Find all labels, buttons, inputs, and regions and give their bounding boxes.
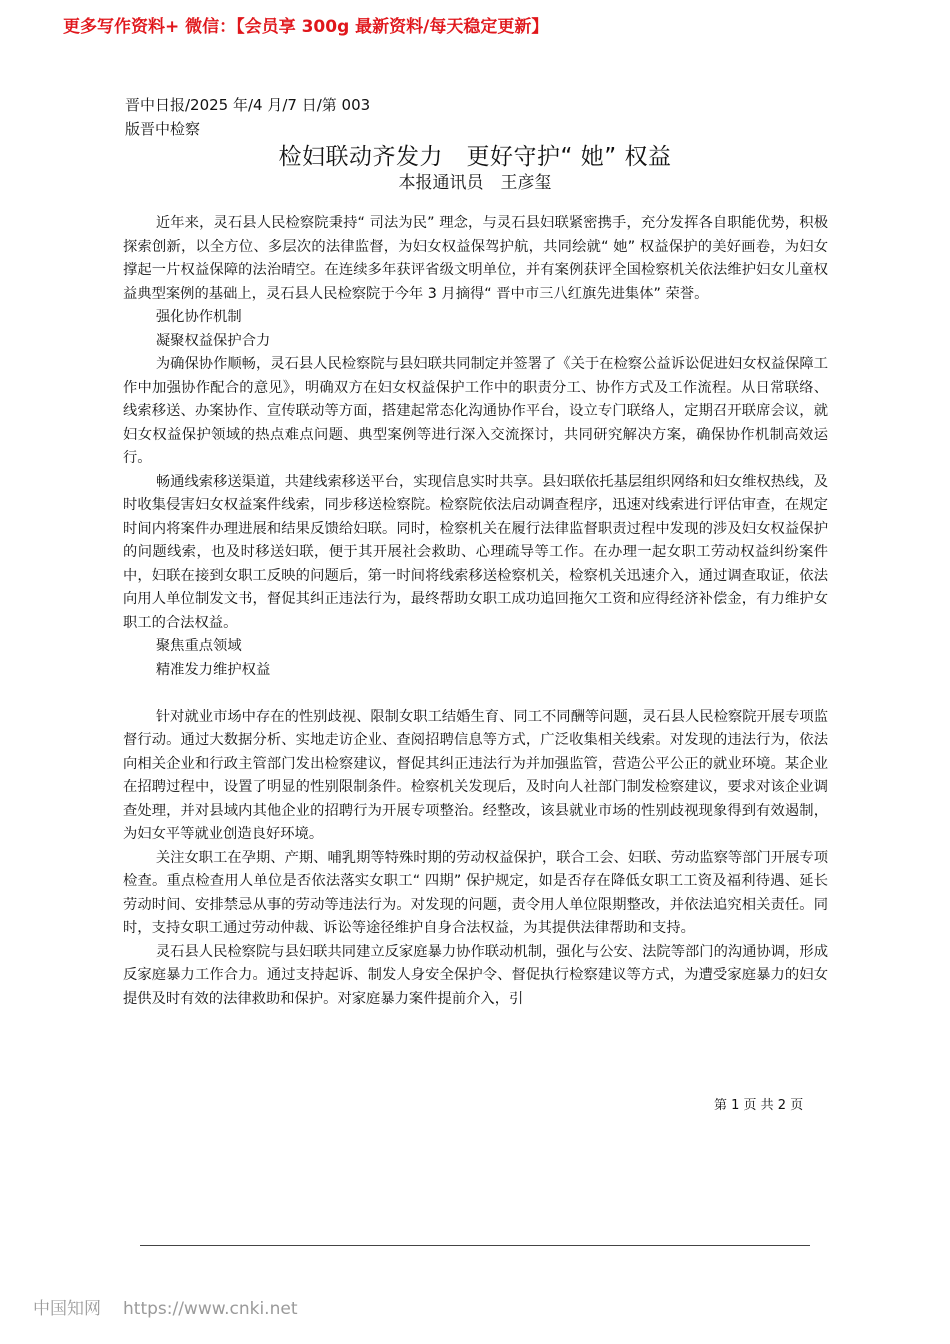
subheading: 聚焦重点领域: [155, 638, 242, 654]
subheading: 强化协作机制: [155, 309, 242, 325]
footer-url: https://www.cnki.net: [123, 1299, 298, 1319]
paragraph: 畅通线索移送渠道，共建线索移送平台，实现信息实时共享。县妇联依托基层组织网络和妇女维权热线，及时收集侵害妇女权益案件线索，同步移送检察院。检察院依法启动调查程序，迅速对线索进行评估审查，在规定时间内将案件办理进展和结果反馈给妇联。同时，检察机关在履行法律监督职责过程中发现的涉及妇女权益保护的问题线索，也及时移送妇联，便于其开展社会救助、心理疏导等工作。在办理一起女职工劳动权益纠纷案件中，妇联在接到女职工反映的问题后，第一时间将线索移送检察机关，检察机关迅速介入，通过调查取证，依法向用人单位制发文书，督促其纠正违法行为，最终帮助女职工成功追回拖欠工资和应得经济补偿金，有力维护女职工的合法权益。: [123, 473, 828, 631]
source-line-1: 晋中日报/2025 年/4 月/7 日/第 003: [125, 96, 371, 114]
article-title: 检妇联动齐发力 更好守护“ 她” 权益: [278, 144, 672, 170]
paragraph: 关注女职工在孕期、产期、哺乳期等特殊时期的劳动权益保护，联合工会、妇联、劳动监察等部门开展专项检查。重点检查用人单位是否依法落实女职工“ 四期” 保护规定，如是否存在降低女职工工资及福利待遇、延长劳动时间、安排禁忌从事的劳动等违法行为。对发现的问题，责令用人单位限期整改，并依法追究相关责任。同时，支持女职工通过劳动仲裁、诉讼等途径维护自身合法权益，为其提供法律帮助和支持。: [123, 849, 828, 936]
article-body: [123, 212, 828, 1011]
spacer: [123, 682, 828, 706]
footer-brand: 中国知网: [33, 1299, 101, 1319]
paragraph: 为确保协作顺畅，灵石县人民检察院与县妇联共同制定并签署了《关于在检察公益诉讼促进妇女权益保障工作中加强协作配合的意见》，明确双方在妇女权益保护工作中的职责分工、协作方式及工作流程。从日常联络、线索移送、办案协作、宣传联动等方面，搭建起常态化沟通协作平台，设立专门联络人，定期召开联席会议，就妇女权益保护领域的热点难点问题、典型案例等进行深入交流探讨，共同研究解决方案，确保协作机制高效运行。: [123, 356, 828, 466]
source-info: [125, 93, 370, 141]
paragraph: 近年来，灵石县人民检察院秉持“ 司法为民” 理念，与灵石县妇联紧密携手，充分发挥各自职能优势，积极探索创新，以全方位、多层次的法律监督，为妇女权益保驾护航，共同绘就“ 她” 权益保护的美好画卷，为妇女撑起一片权益保障的法治晴空。在连续多年获评省级文明单位，并有案例获评全国检察机关依法维护妇女儿童权益典型案例的基础上，灵石县人民检察院于今年 3 月摘得“ 晋中市三八红旗先进集体” 荣誉。: [123, 215, 828, 302]
source-line-2: 版晋中检察: [125, 120, 201, 138]
article-byline: 本报通讯员 王彦玺: [398, 173, 552, 193]
subheading: 凝聚权益保护合力: [155, 332, 271, 349]
subheading: 精准发力维护权益: [155, 661, 271, 678]
footer-divider: [140, 1245, 810, 1246]
promo-banner: 更多写作资料+ 微信：【会员享 300g 最新资料/每天稳定更新】: [63, 17, 549, 37]
page-number: 第 1 页 共 2 页: [714, 1098, 804, 1113]
paragraph: 灵石县人民检察院与县妇联共同建立反家庭暴力协作联动机制，强化与公安、法院等部门的沟通协调，形成反家庭暴力工作合力。通过支持起诉、制发人身安全保护令、督促执行检察建议等方式，为遭受家庭暴力的妇女提供及时有效的法律救助和保护。对家庭暴力案件提前介入，引: [123, 943, 828, 1007]
footer-watermark: [33, 1294, 319, 1319]
paragraph: 针对就业市场中存在的性别歧视、限制女职工结婚生育、同工不同酬等问题，灵石县人民检察院开展专项监督行动。通过大数据分析、实地走访企业、查阅招聘信息等方式，广泛收集相关线索。对发现的违法行为，依法向相关企业和行政主管部门发出检察建议，督促其纠正违法行为并加强监管，营造公平公正的就业环境。某企业在招聘过程中，设置了明显的性别限制条件。检察机关发现后，及时向人社部门制发检察建议，要求对该企业调查处理，并对县域内其他企业的招聘行为开展专项整治。经整改，该县就业市场的性别歧视现象得到有效遏制，为妇女平等就业创造良好环境。: [123, 708, 828, 842]
